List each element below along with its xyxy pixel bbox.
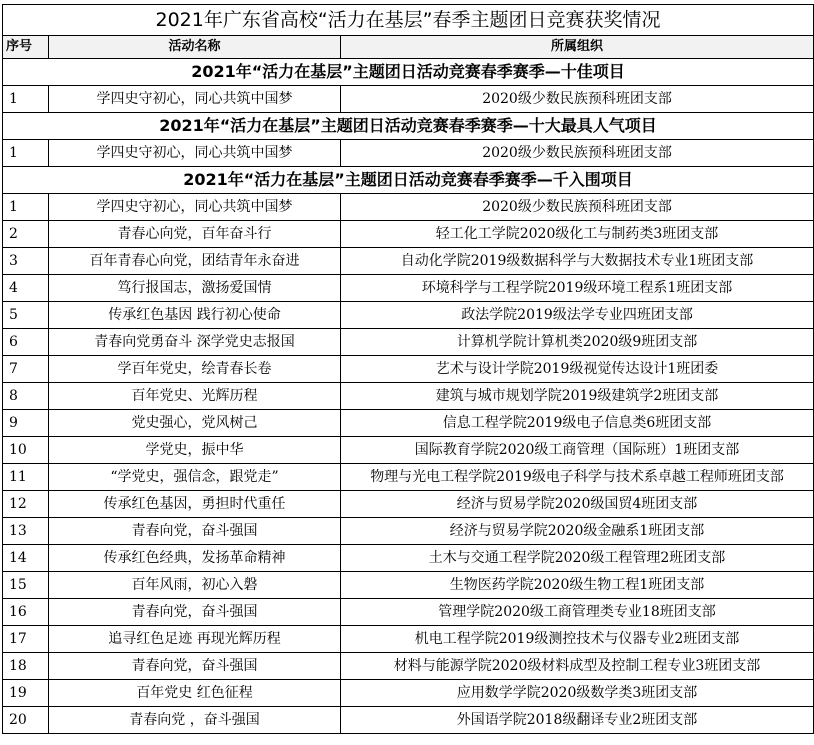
- row-no: 8: [3, 383, 49, 410]
- row-no: 18: [3, 653, 49, 680]
- row-no: 3: [3, 248, 49, 275]
- table-row: [3, 410, 814, 437]
- table-row: [3, 707, 814, 734]
- table-row: [3, 464, 814, 491]
- row-org: 物理与光电工程学院2019级电子科学与技术系卓越工程师班团支部: [341, 464, 814, 491]
- row-activity: 传承红色经典，发扬革命精神: [49, 545, 341, 572]
- section-2: [3, 113, 814, 167]
- row-activity: 百年风雨，初心入磐: [49, 572, 341, 599]
- row-activity: 百年党史 红色征程: [49, 680, 341, 707]
- row-no: 13: [3, 518, 49, 545]
- row-org: 建筑与城市规划学院2019级建筑学2班团支部: [341, 383, 814, 410]
- row-activity: 青春向党勇奋斗 深学党史志报国: [49, 329, 341, 356]
- row-activity: 党史强心，党风树己: [49, 410, 341, 437]
- row-activity: 青春向党 ，奋斗强国: [49, 707, 341, 734]
- table-row: [3, 329, 814, 356]
- row-no: 12: [3, 491, 49, 518]
- row-activity: 青春向党，奋斗强国: [49, 518, 341, 545]
- row-no: 16: [3, 599, 49, 626]
- row-no: 1: [3, 86, 49, 113]
- row-activity: 学百年党史，绘青春长卷: [49, 356, 341, 383]
- section-3: [3, 167, 814, 734]
- row-activity: 青春向党，奋斗强国: [49, 599, 341, 626]
- row-activity: 学四史守初心，同心共筑中国梦: [49, 194, 341, 221]
- table-row: [3, 248, 814, 275]
- row-org: 土木与交通工程学院2020级工程管理2班团支部: [341, 545, 814, 572]
- row-org: 国际教育学院2020级工商管理（国际班）1班团支部: [341, 437, 814, 464]
- row-no: 15: [3, 572, 49, 599]
- row-org: 2020级少数民族预科班团支部: [341, 86, 814, 113]
- row-org: 外国语学院2018级翻译专业2班团支部: [341, 707, 814, 734]
- table-row: [3, 275, 814, 302]
- table-row: [3, 545, 814, 572]
- row-org: 艺术与设计学院2019级视觉传达设计1班团委: [341, 356, 814, 383]
- row-org: 轻工化工学院2020级化工与制药类3班团支部: [341, 221, 814, 248]
- section-title-row: [3, 59, 814, 86]
- row-org: 生物医药学院2020级生物工程1班团支部: [341, 572, 814, 599]
- table-row: [3, 221, 814, 248]
- row-no: 11: [3, 464, 49, 491]
- row-org: 环境科学与工程学院2019级环境工程系1班团支部: [341, 275, 814, 302]
- table-row: [3, 491, 814, 518]
- row-org: 2020级少数民族预科班团支部: [341, 140, 814, 167]
- row-org: 材料与能源学院2020级材料成型及控制工程专业3班团支部: [341, 653, 814, 680]
- section-title-row: [3, 167, 814, 194]
- row-activity: 青春向党，奋斗强国: [49, 653, 341, 680]
- row-activity: 传承红色基因 践行初心使命: [49, 302, 341, 329]
- row-org: 自动化学院2019级数据科学与大数据技术专业1班团支部: [341, 248, 814, 275]
- row-org: 应用数学学院2020级数学类3班团支部: [341, 680, 814, 707]
- row-org: 经济与贸易学院2020级金融系1班团支部: [341, 518, 814, 545]
- row-no: 1: [3, 194, 49, 221]
- table-row: [3, 626, 814, 653]
- row-no: 19: [3, 680, 49, 707]
- table-row: [3, 518, 814, 545]
- row-org: 信息工程学院2019级电子信息类6班团支部: [341, 410, 814, 437]
- row-no: 20: [3, 707, 49, 734]
- row-org: 计算机学院计算机类2020级9班团支部: [341, 329, 814, 356]
- table-row: [3, 302, 814, 329]
- table-row: [3, 194, 814, 221]
- table-row: [3, 437, 814, 464]
- table-row: [3, 383, 814, 410]
- row-org: 2020级少数民族预科班团支部: [341, 194, 814, 221]
- section-title: 2021年“活力在基层”主题团日活动竞赛春季赛季—千入围项目: [3, 167, 814, 194]
- table-row: [3, 653, 814, 680]
- row-activity: 百年青春心向党，团结青年永奋进: [49, 248, 341, 275]
- table-row: [3, 680, 814, 707]
- table-row: [3, 140, 814, 167]
- row-activity: 青春心向党，百年奋斗行: [49, 221, 341, 248]
- table-row: [3, 599, 814, 626]
- row-no: 1: [3, 140, 49, 167]
- section-1: [3, 59, 814, 113]
- awards-table: [2, 4, 814, 734]
- row-org: 机电工程学院2019级测控技术与仪器专业2班团支部: [341, 626, 814, 653]
- table-row: [3, 572, 814, 599]
- row-org: 政法学院2019级法学专业四班团支部: [341, 302, 814, 329]
- row-activity: 学四史守初心，同心共筑中国梦: [49, 86, 341, 113]
- row-no: 5: [3, 302, 49, 329]
- header-activity: 活动名称: [49, 36, 341, 59]
- table-row: [3, 356, 814, 383]
- section-title-row: [3, 113, 814, 140]
- row-no: 2: [3, 221, 49, 248]
- header-row: [3, 36, 814, 59]
- row-no: 7: [3, 356, 49, 383]
- row-activity: 笃行报国志，激扬爱国情: [49, 275, 341, 302]
- row-activity: “学党史，强信念，跟党走”: [49, 464, 341, 491]
- row-no: 17: [3, 626, 49, 653]
- row-org: 管理学院2020级工商管理类专业18班团支部: [341, 599, 814, 626]
- header-org: 所属组织: [341, 36, 814, 59]
- row-activity: 追寻红色足迹 再现光辉历程: [49, 626, 341, 653]
- row-activity: 传承红色基因，勇担时代重任: [49, 491, 341, 518]
- title-row: [3, 5, 814, 36]
- header-no: 序号: [3, 36, 49, 59]
- row-activity: 百年党史、光辉历程: [49, 383, 341, 410]
- page-title: 2021年广东省高校“活力在基层”春季主题团日竞赛获奖情况: [3, 5, 814, 36]
- row-no: 6: [3, 329, 49, 356]
- row-no: 10: [3, 437, 49, 464]
- row-org: 经济与贸易学院2020级国贸4班团支部: [341, 491, 814, 518]
- row-no: 14: [3, 545, 49, 572]
- row-no: 4: [3, 275, 49, 302]
- section-title: 2021年“活力在基层”主题团日活动竞赛春季赛季—十大最具人气项目: [3, 113, 814, 140]
- row-activity: 学党史，振中华: [49, 437, 341, 464]
- table-row: [3, 86, 814, 113]
- section-title: 2021年“活力在基层”主题团日活动竞赛春季赛季—十佳项目: [3, 59, 814, 86]
- row-activity: 学四史守初心，同心共筑中国梦: [49, 140, 341, 167]
- row-no: 9: [3, 410, 49, 437]
